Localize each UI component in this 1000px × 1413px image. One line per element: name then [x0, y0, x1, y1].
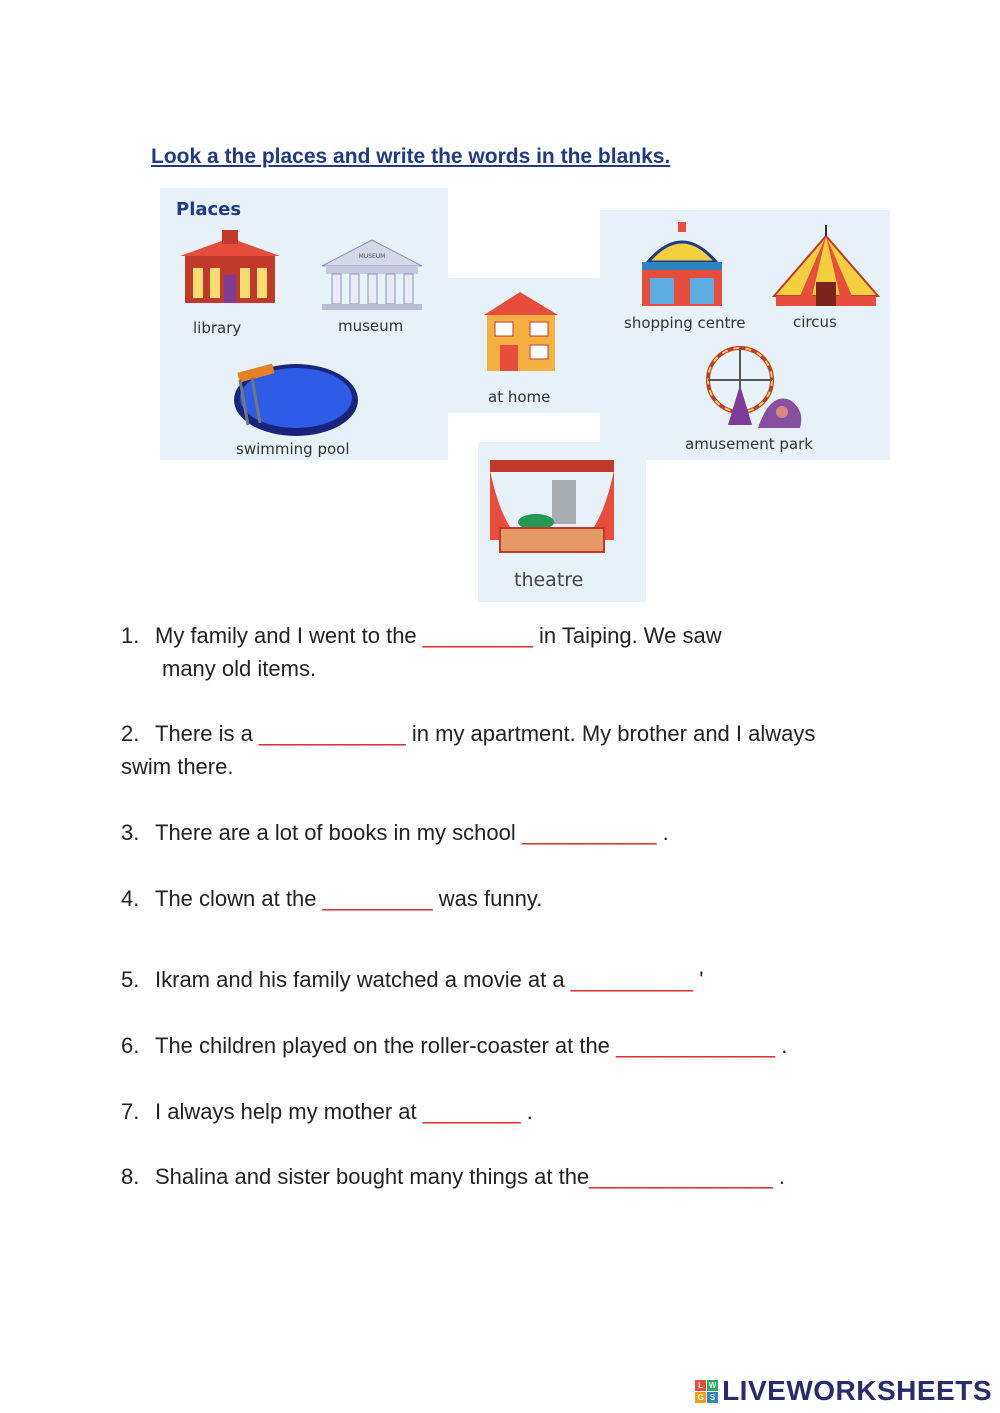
question-number: 3. [121, 820, 140, 845]
answer-blank-7[interactable]: ________ [422, 1099, 521, 1124]
footer-brand[interactable] [695, 1375, 992, 1407]
library-label: library [193, 319, 242, 337]
question-number: 4. [121, 886, 140, 911]
answer-blank-8[interactable]: _______________ [589, 1164, 773, 1189]
answer-blank-2[interactable]: ____________ [258, 721, 406, 746]
question-text: in my apartment. My brother and I always [405, 721, 816, 746]
question-text: . [775, 1033, 788, 1058]
question-4 [121, 882, 542, 915]
at-home-label: at home [488, 388, 551, 406]
answer-blank-4[interactable]: _________ [322, 886, 433, 911]
theatre-label: theatre [514, 569, 584, 591]
amusement-park-label: amusement park [685, 435, 813, 453]
liveworksheets-logo-icon: L W G S [695, 1380, 718, 1403]
question-2 [121, 717, 815, 783]
question-text: The children played on the roller-coaster at the [155, 1033, 617, 1058]
circus-label: circus [793, 313, 837, 331]
question-number: 2. [121, 721, 140, 746]
question-text: There is a [155, 721, 259, 746]
places-heading: Places [176, 199, 242, 220]
answer-blank-5[interactable]: __________ [570, 967, 694, 992]
answer-blank-3[interactable]: ___________ [521, 820, 657, 845]
question-text: in Taiping. We saw [532, 623, 722, 648]
museum-sign: MUSEUM [358, 253, 386, 260]
question-8 [121, 1160, 785, 1193]
question-5 [121, 963, 703, 996]
question-continuation: many old items. [162, 656, 317, 681]
question-text: There are a lot of books in my school [155, 820, 522, 845]
question-number: 8. [121, 1164, 140, 1189]
question-text: . [520, 1099, 533, 1124]
places-illustration [0, 0, 1000, 610]
brand-name: LIVEWORKSHEETS [722, 1375, 992, 1406]
question-text: Shalina and sister bought many things at the [155, 1164, 590, 1189]
instruction-title: Look a the places and write the words in the blanks. [151, 145, 671, 168]
question-number: 7. [121, 1099, 140, 1124]
question-number: 1. [121, 623, 140, 648]
swimming-pool-picture [234, 364, 358, 436]
question-number: 5. [121, 967, 140, 992]
answer-blank-1[interactable]: _________ [422, 623, 533, 648]
question-text: was funny. [432, 886, 543, 911]
question-6 [121, 1029, 787, 1062]
swimming-pool-label: swimming pool [236, 440, 350, 458]
question-text: . [656, 820, 669, 845]
question-text: The clown at the [155, 886, 323, 911]
question-text: My family and I went to the [155, 623, 423, 648]
question-text: I always help my mother at [155, 1099, 423, 1124]
question-continuation: swim there. [121, 754, 234, 779]
question-text: ' [693, 967, 704, 992]
shopping-centre-label: shopping centre [624, 314, 746, 332]
question-number: 6. [121, 1033, 140, 1058]
question-7 [121, 1095, 533, 1128]
answer-blank-6[interactable]: _____________ [616, 1033, 776, 1058]
museum-label: museum [338, 317, 404, 335]
question-text: Ikram and his family watched a movie at a [155, 967, 571, 992]
question-1 [121, 619, 722, 685]
question-3 [121, 816, 669, 849]
question-text: . [772, 1164, 785, 1189]
